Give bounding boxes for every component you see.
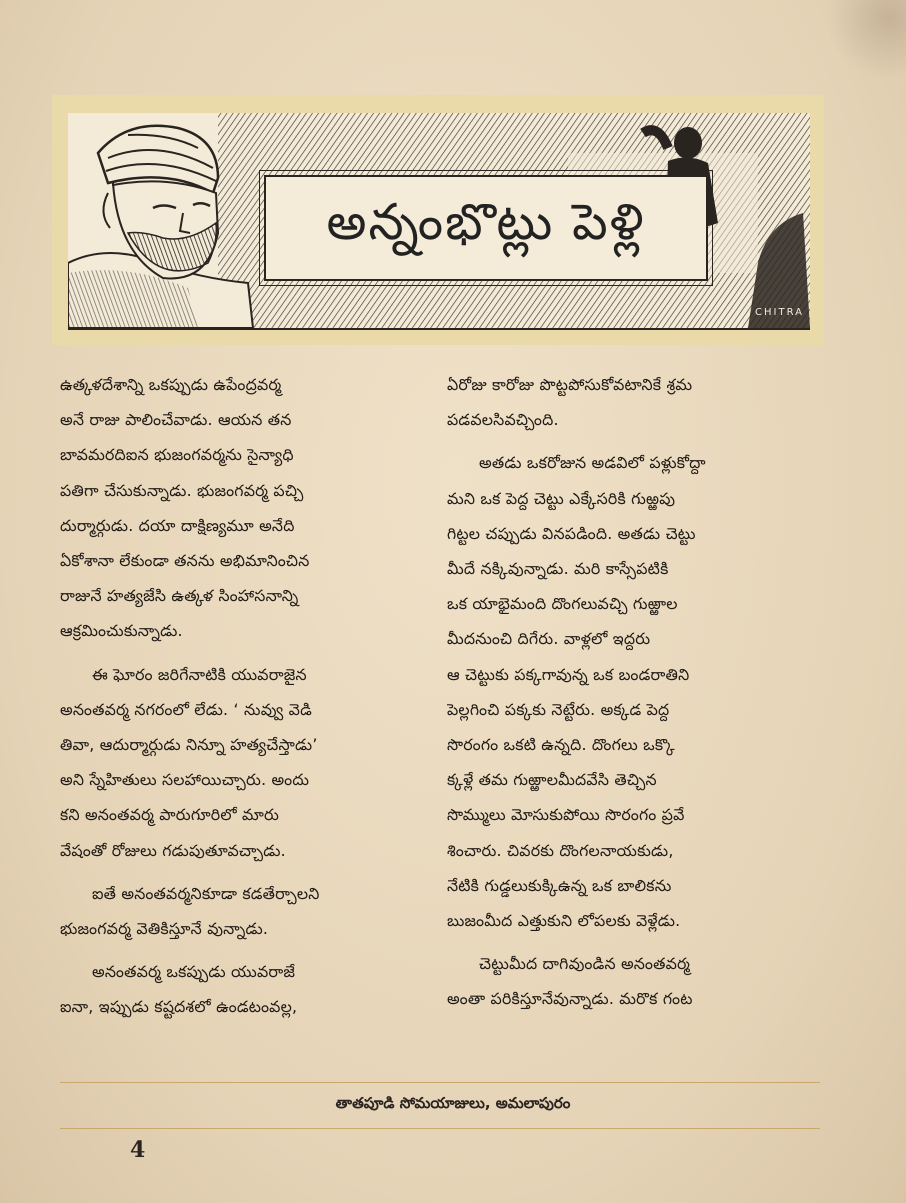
text-line: అనంతవర్మ ఒకప్పుడు యువరాజే: [92, 962, 296, 982]
left-text-column: [60, 367, 432, 1033]
text-line: మీదనుంచి దిగేరు. వాళ్లలో ఇద్దరు: [447, 629, 651, 649]
text-line: రాజునే హత్యజేసి ఉత్కళ సింహాసనాన్ని: [60, 586, 299, 606]
footer-rule-bottom: [60, 1128, 820, 1129]
illustrator-signature: CHITRA: [755, 307, 804, 318]
text-line: చెట్టుమీద దాగివుండిన అనంతవర్మ: [479, 954, 691, 974]
title-banner: [52, 95, 824, 345]
right-text-column: [447, 367, 819, 1025]
text-line: ఒక యాభైమంది దొంగలువచ్చి గుఱ్ఱాల: [447, 594, 678, 614]
paragraph: [60, 876, 432, 946]
text-line: బుజంమీద ఎత్తుకుని లోపలకు వెళ్లేడు.: [447, 911, 681, 931]
text-line: సొరంగం ఒకటి ఉన్నది. దొంగలు ఒక్కొ: [447, 735, 675, 755]
text-line: బావమరదిఐన భుజంగవర్మను సైన్యాధి: [60, 445, 294, 465]
text-line: అని స్నేహితులు సలహాయిచ్చారు. అందు: [60, 770, 310, 790]
story-title: అన్నంభొట్లు పెళ్లి: [264, 175, 708, 281]
text-line: ఆక్రమించుకున్నాడు.: [60, 621, 183, 641]
text-line: అనంతవర్మ నగరంలో లేడు. ‘ నువ్వు వెడి: [60, 699, 312, 719]
paragraph: [447, 367, 819, 437]
text-line: పెల్లగించి పక్కకు నెట్టేరు. అక్కడ పెద్ద: [447, 699, 670, 719]
text-line: ఏకోశానా లేకుండా తనను అభిమానించిన: [60, 551, 310, 571]
text-line: గిట్టల చప్పుడు వినపడింది. అతడు చెట్టు: [447, 523, 696, 543]
page-number: 4: [130, 1137, 146, 1163]
text-line: భుజంగవర్మ వెతికిస్తూనే వున్నాడు.: [60, 919, 269, 939]
text-line: ఉత్కళదేశాన్ని ఒకప్పుడు ఉపేంద్రవర్మ: [60, 375, 282, 394]
text-line: నేటికి గుడ్డలుకుక్కిఉన్న ఒక బాలికను: [447, 875, 672, 895]
page-stain: [816, 0, 906, 90]
text-line: అంతా పరికిస్తూనేవున్నాడు. మరొక గంట: [447, 989, 693, 1009]
paragraph: [447, 946, 819, 1016]
text-line: ఐనా, ఇప్పుడు కష్టదశలో ఉండటంవల్ల,: [60, 997, 298, 1017]
text-line: తివా, ఆదుర్మార్గుడు నిన్నూ హత్యచేస్తాడు’: [60, 735, 318, 755]
text-line: మీదే నక్కివున్నాడు. మరి కాస్సేపటికి: [447, 559, 669, 579]
text-line: ఐతే అనంతవర్మనికూడా కడతేర్చాలని: [92, 883, 320, 903]
banner-illustration: [68, 113, 810, 330]
text-line: ఈ ఘోరం జరిగేనాటికి యువరాజైన: [92, 664, 307, 684]
text-line: సొమ్ములు మోసుకుపోయి సొరంగం ప్రవే: [447, 805, 685, 825]
text-line: క్కళ్లే తమ గుఱ్ఱాలమీదవేసి తెచ్చిన: [447, 770, 657, 790]
text-line: అనే రాజు పాలించేవాడు. ఆయన తన: [60, 410, 292, 430]
paragraph: [60, 367, 432, 649]
text-line: శించారు. చివరకు దొంగలనాయకుడు,: [447, 840, 674, 860]
paragraph: [447, 445, 819, 938]
footer-rule-top: [60, 1082, 820, 1083]
text-line: ఆ చెట్టుకు పక్కగావున్న ఒక బండరాతిని: [447, 664, 690, 684]
text-line: కని అనంతవర్మ పారుగూరిలో మారు: [60, 805, 280, 825]
text-line: అతడు ఒకరోజున అడవిలో పళ్లుకోద్దా: [479, 453, 706, 473]
text-line: పతిగా చేసుకున్నాడు. భుజంగవర్మ పచ్చి: [60, 480, 304, 500]
paragraph: [60, 954, 432, 1024]
text-line: వేషంతో రోజులు గడుపుతూవచ్చాడు.: [60, 840, 286, 860]
text-line: ఏరోజు కారోజు పొట్టపోసుకోవటానికే శ్రమ: [447, 375, 693, 394]
text-line: మని ఒక పెద్ద చెట్టు ఎక్కేసరికి గుఱ్ఱపు: [447, 488, 676, 508]
paragraph: [60, 657, 432, 868]
text-line: దుర్మార్గుడు. దయా దాక్షిణ్యమూ అనేది: [60, 515, 295, 535]
text-line: పడవలసివచ్చింది.: [447, 410, 559, 430]
author-credit: తాతపూడి సోమయాజులు, అమలాపురం: [335, 1094, 571, 1112]
